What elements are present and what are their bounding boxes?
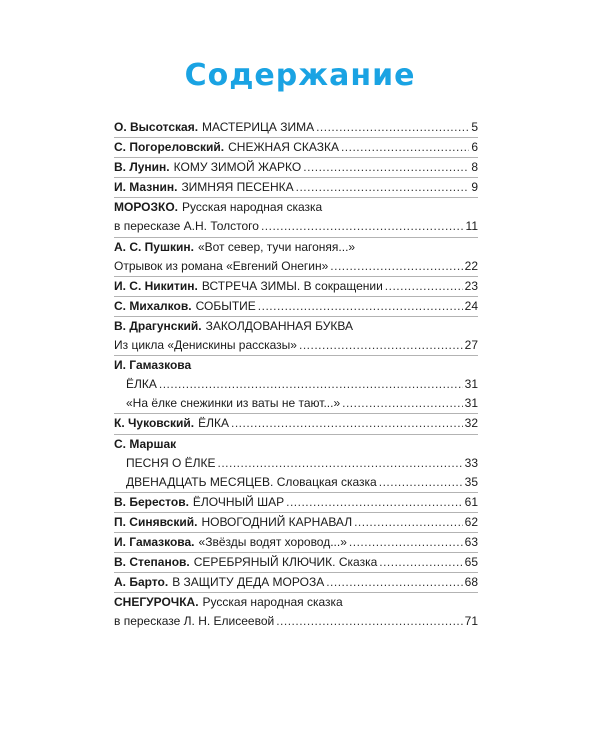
entry-author: А. Барто.	[114, 575, 169, 590]
leader-dots	[385, 277, 463, 296]
leader-dots	[342, 394, 463, 413]
toc-entry	[114, 137, 478, 157]
entry-page-number: 31	[464, 396, 478, 411]
entry-author: А. С. Пушкин.	[114, 239, 194, 254]
entry-author: С. Маршак	[114, 436, 177, 451]
toc-row	[114, 177, 478, 197]
entry-author: В. Берестов.	[114, 494, 189, 509]
leader-dots	[299, 336, 463, 355]
entry-page-number: 11	[465, 219, 478, 234]
entry-author: П. Синявский.	[114, 514, 198, 529]
toc-entry	[114, 237, 478, 276]
entry-title: «Вот север, тучи нагоняя...»	[197, 239, 356, 254]
toc-entry	[114, 355, 478, 413]
leader-dots	[231, 414, 463, 433]
leader-dots	[341, 138, 469, 157]
entry-title: СОБЫТИЕ	[195, 298, 256, 313]
entry-title: «Звёзды водят хоровод...»	[198, 534, 347, 549]
leader-dots	[379, 553, 462, 572]
toc-entry	[114, 413, 478, 433]
entry-author: В. Степанов.	[114, 555, 190, 570]
toc-subitem	[114, 375, 478, 394]
entry-page-number: 33	[464, 455, 478, 470]
entry-page-number: 6	[471, 140, 478, 155]
entry-author: И. Гамазкова	[114, 358, 192, 373]
entry-page-number: 68	[464, 575, 478, 590]
entry-page-number: 32	[464, 416, 478, 431]
toc-entry	[114, 592, 478, 631]
toc-entry	[114, 197, 478, 236]
entry-page-number: 8	[471, 160, 478, 175]
entry-title: ЗИМНЯЯ ПЕСЕНКА	[181, 180, 294, 195]
leader-dots	[303, 158, 469, 177]
toc-entry	[114, 552, 478, 572]
entry-page-number: 23	[464, 278, 478, 293]
entry-page-number: 22	[464, 258, 478, 273]
entry-subtitle: в пересказе А.Н. Толстого	[114, 219, 259, 234]
entry-title: ВСТРЕЧА ЗИМЫ. В сокращении	[201, 278, 383, 293]
toc-row-continuation	[114, 336, 478, 355]
entry-page-number: 31	[464, 377, 478, 392]
toc-row	[114, 512, 478, 532]
entry-author: И. Мазнин.	[114, 180, 178, 195]
leader-dots	[326, 573, 462, 592]
entry-title: ЁЛКА	[126, 377, 157, 392]
entry-title: ДВЕНАДЦАТЬ МЕСЯЦЕВ. Словацкая сказка	[126, 474, 377, 489]
toc-entry	[114, 492, 478, 512]
entry-author: В. Драгунский.	[114, 318, 202, 333]
entry-page-number: 63	[464, 534, 478, 549]
toc-entry	[114, 118, 478, 137]
entry-author: О. Высотская.	[114, 120, 199, 134]
toc-row	[114, 552, 478, 572]
leader-dots	[296, 178, 470, 197]
toc-subitem	[114, 473, 478, 492]
toc-row	[114, 492, 478, 512]
entry-title: ЗАКОЛДОВАННАЯ БУКВА	[205, 318, 353, 333]
entry-author: К. Чуковский.	[114, 416, 195, 431]
toc-row	[114, 316, 478, 336]
page-title: Содержание	[184, 58, 416, 93]
toc-entry	[114, 157, 478, 177]
entry-title: СЕРЕБРЯНЫЙ КЛЮЧИК. Сказка	[193, 555, 378, 570]
leader-dots	[330, 257, 462, 276]
toc-row	[114, 137, 478, 157]
entry-title: ЁЛКА	[198, 416, 230, 431]
entry-page-number: 9	[471, 180, 478, 195]
entry-author: СНЕГУРОЧКА.	[114, 595, 199, 610]
entry-title: Русская народная сказка	[182, 200, 323, 215]
entry-page-number: 62	[464, 514, 478, 529]
entry-subtitle: Отрывок из романа «Евгений Онегин»	[114, 258, 329, 273]
toc-entry	[114, 512, 478, 532]
entry-page-number: 27	[464, 338, 478, 353]
leader-dots	[276, 612, 462, 631]
entry-page-number: 61	[464, 494, 478, 509]
table-of-contents	[114, 118, 478, 631]
entry-title: ЁЛОЧНЫЙ ШАР	[192, 494, 285, 509]
toc-row	[114, 532, 478, 552]
toc-row	[114, 572, 478, 592]
toc-subitem	[114, 454, 478, 473]
toc-row	[114, 592, 478, 612]
entry-title: МАСТЕРИЦА ЗИМА	[202, 120, 315, 134]
entry-title: НОВОГОДНИЙ КАРНАВАЛ	[201, 514, 353, 529]
leader-dots	[218, 454, 463, 473]
entry-author: И. С. Никитин.	[114, 278, 198, 293]
entry-page-number: 5	[471, 120, 478, 134]
toc-entry	[114, 177, 478, 197]
entry-author: С. Погореловский.	[114, 140, 225, 155]
toc-row	[114, 413, 478, 433]
entry-title: Русская народная сказка	[202, 595, 343, 610]
toc-row	[114, 118, 478, 137]
leader-dots	[261, 217, 464, 236]
toc-row	[114, 157, 478, 177]
toc-row-continuation	[114, 257, 478, 276]
entry-author: С. Михалков.	[114, 298, 192, 313]
toc-row	[114, 355, 478, 375]
toc-row	[114, 296, 478, 316]
entry-page-number: 35	[464, 474, 478, 489]
entry-subtitle: в пересказе Л. Н. Елисеевой	[114, 614, 275, 629]
toc-subitem	[114, 394, 478, 413]
entry-title: СНЕЖНАЯ СКАЗКА	[228, 140, 339, 155]
leader-dots	[379, 473, 463, 492]
entry-subtitle: Из цикла «Денискины рассказы»	[114, 338, 297, 353]
toc-entry	[114, 572, 478, 592]
entry-author: В. Лунин.	[114, 160, 170, 175]
toc-entry	[114, 296, 478, 316]
leader-dots	[159, 375, 463, 394]
toc-entry	[114, 276, 478, 296]
entry-page-number: 71	[464, 614, 478, 629]
entry-page-number: 24	[464, 298, 478, 313]
leader-dots	[316, 118, 469, 137]
entry-page-number: 65	[464, 555, 478, 570]
leader-dots	[286, 493, 463, 512]
toc-row-continuation	[114, 217, 478, 236]
toc-row	[114, 197, 478, 217]
toc-entry	[114, 434, 478, 492]
entry-author: И. Гамазкова.	[114, 534, 195, 549]
leader-dots	[349, 533, 463, 552]
toc-entry	[114, 316, 478, 355]
entry-title: «На ёлке снежинки из ваты не тают...»	[126, 396, 341, 411]
toc-row	[114, 237, 478, 257]
entry-author: МОРОЗКО.	[114, 200, 179, 215]
entry-title: В ЗАЩИТУ ДЕДА МОРОЗА	[172, 575, 325, 590]
entry-title: ПЕСНЯ О ЁЛКЕ	[126, 455, 216, 470]
entry-title: КОМУ ЗИМОЙ ЖАРКО	[173, 160, 302, 175]
toc-row-continuation	[114, 612, 478, 631]
leader-dots	[258, 297, 463, 316]
leader-dots	[354, 513, 463, 532]
toc-row	[114, 434, 478, 454]
toc-row	[114, 276, 478, 296]
toc-entry	[114, 532, 478, 552]
